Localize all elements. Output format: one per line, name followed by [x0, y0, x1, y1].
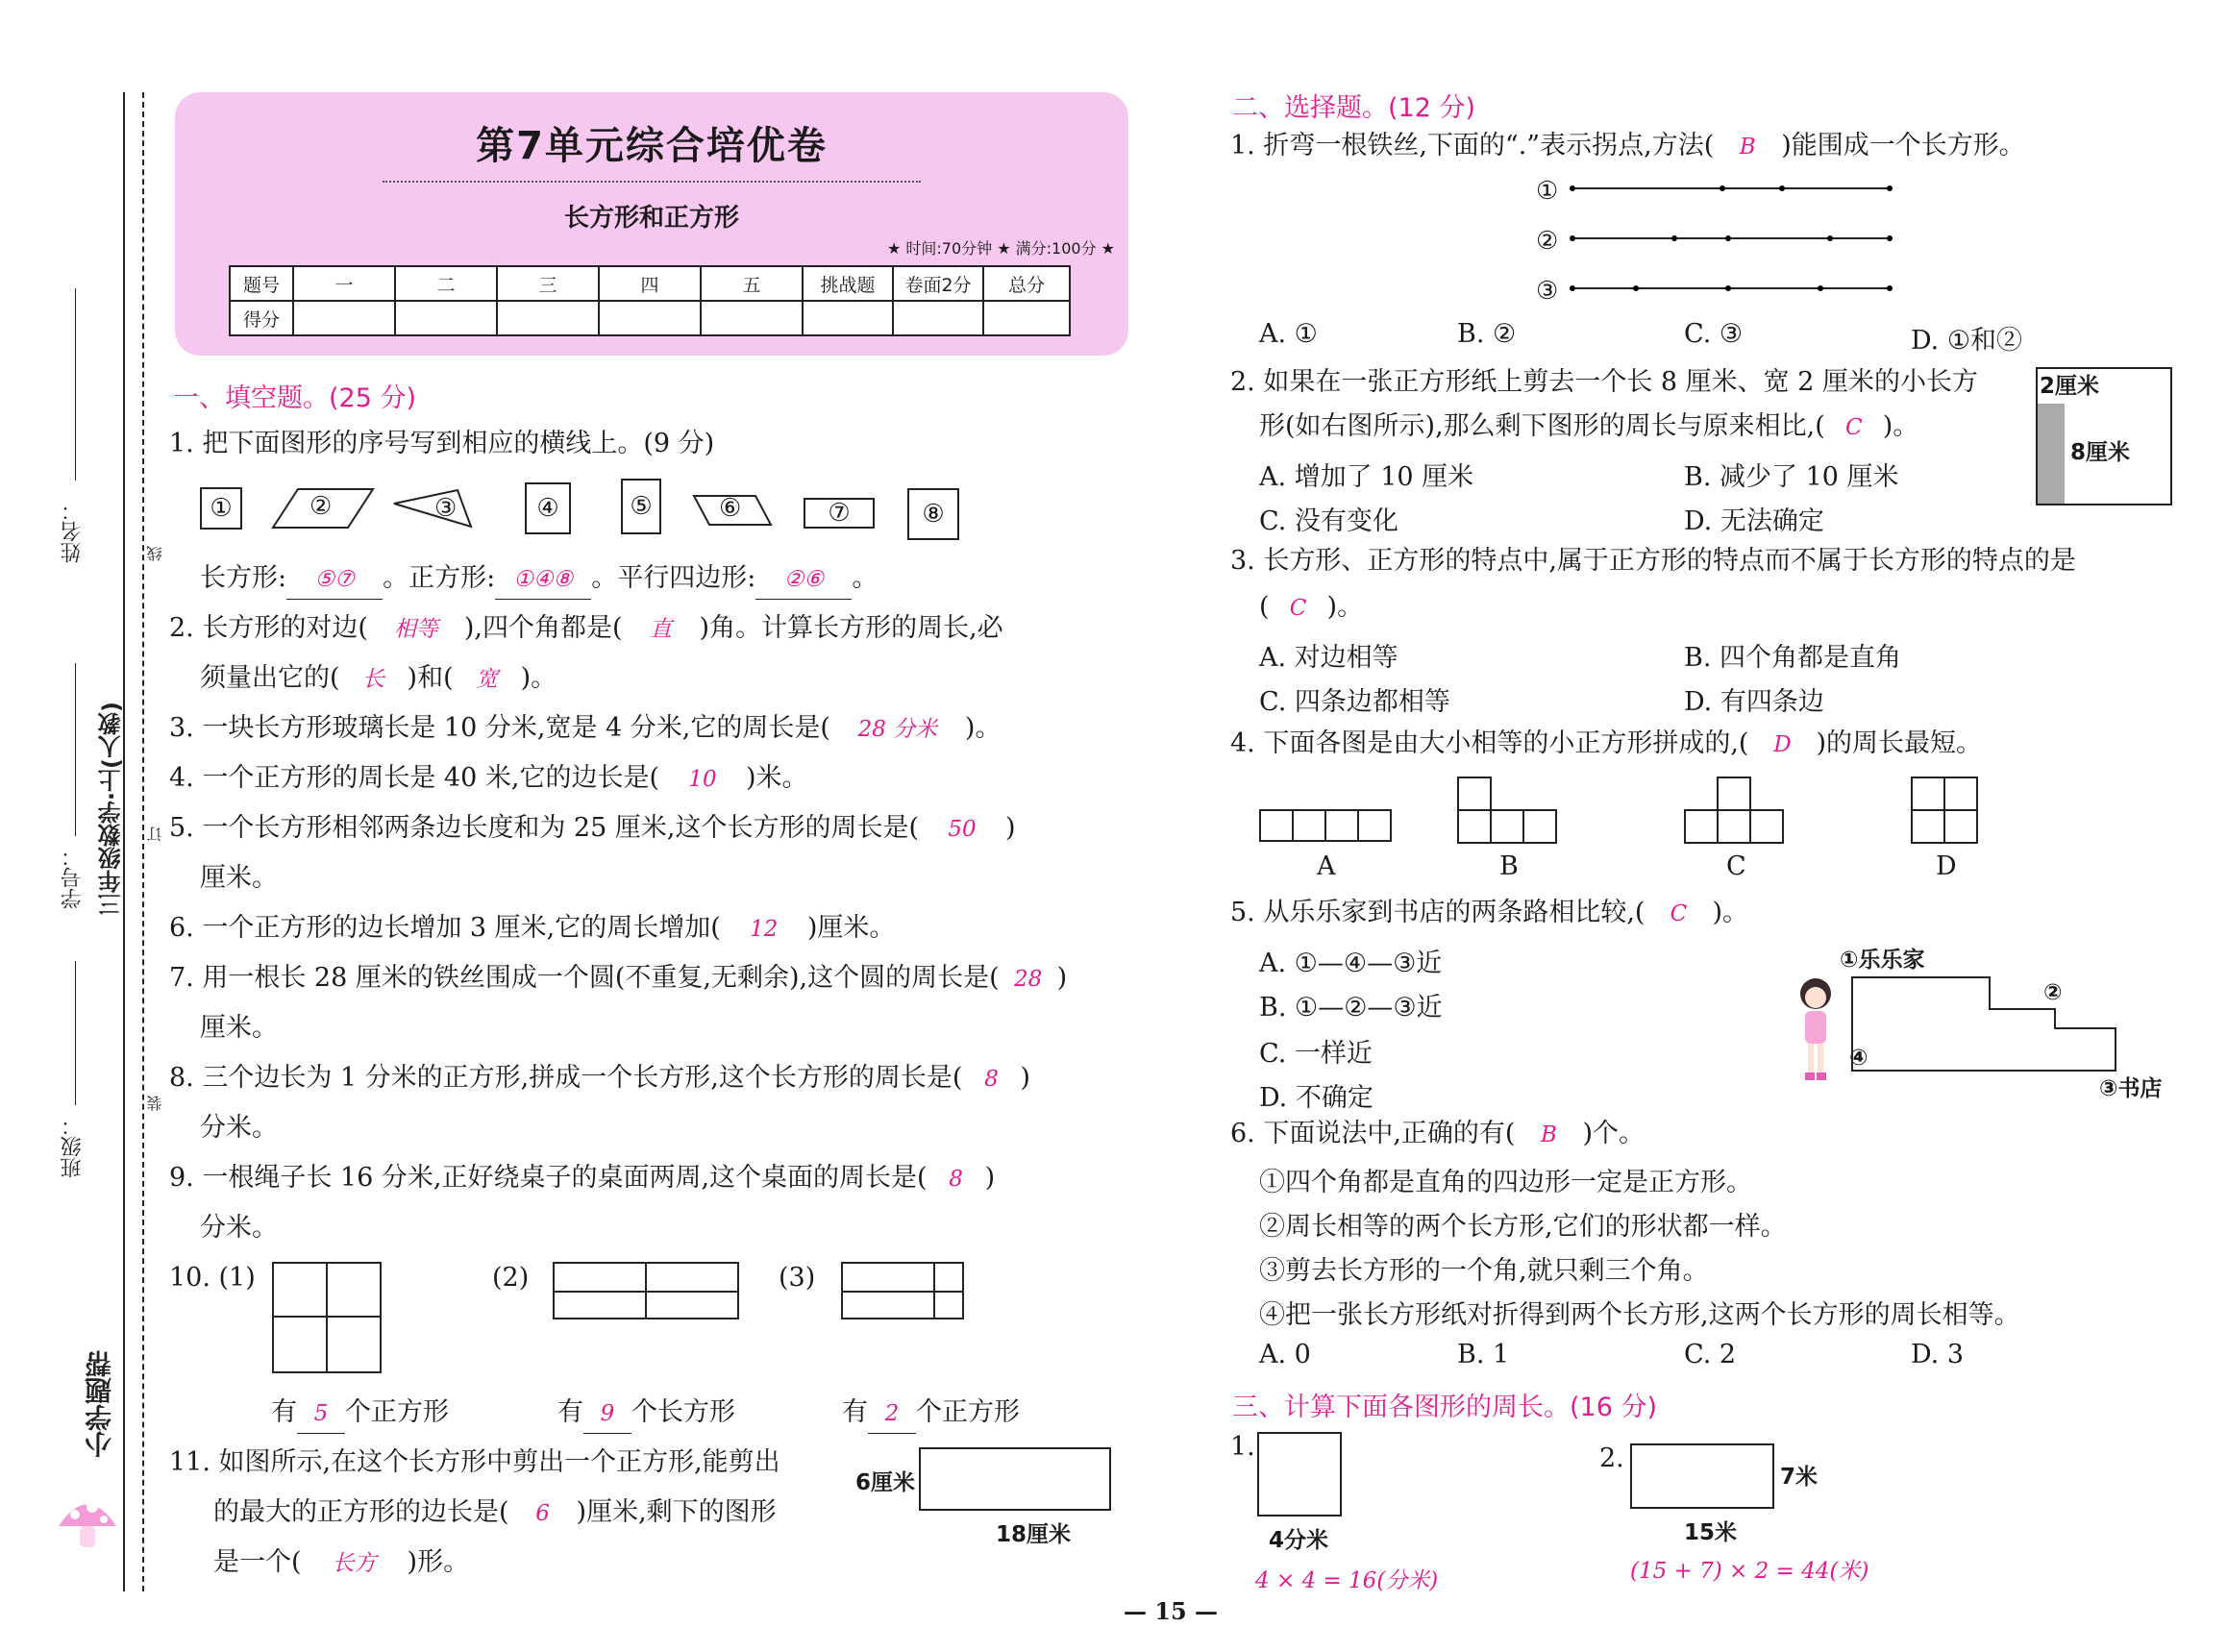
wire-1-icon — [1569, 183, 1895, 194]
s2-q6 — [1230, 1115, 1645, 1154]
s2-q5 — [1230, 894, 1748, 933]
s2q5-point-4: ④ — [1849, 1046, 1868, 1071]
q11-rectangle — [919, 1447, 1111, 1511]
s3-fig2-num: 2. — [1599, 1443, 1624, 1473]
q10-answer-3[interactable]: 2 — [868, 1394, 916, 1434]
s2q5-point-3: ③书店 — [2099, 1076, 2163, 1101]
q2-text-f: )。 — [520, 663, 557, 693]
q10-t2b: 个长方形 — [631, 1397, 735, 1427]
q10-ans-1 — [271, 1393, 449, 1434]
s2q6-opt-c[interactable]: C. 2 — [1684, 1340, 1737, 1369]
q9-text-b: ) — [984, 1163, 996, 1193]
mushroom-logo-icon — [54, 1488, 121, 1555]
class-blank — [75, 961, 76, 1105]
rect-answer: ⑤⑦ — [314, 567, 355, 592]
s2q2-text-c: )。 — [1882, 411, 1919, 441]
grade-label: 三年级数学·上(人教) — [98, 702, 125, 917]
s3-fig1-answer[interactable]: 4 × 4 = 16(分米) — [1255, 1568, 1439, 1593]
score-cell[interactable] — [497, 301, 599, 335]
binding-sidebar — [0, 0, 164, 1652]
s2q4-figure-a-icon — [1259, 809, 1394, 844]
s2q1-opt-b[interactable]: B. ② — [1457, 319, 1517, 349]
q3-text-b: )。 — [964, 713, 1002, 743]
score-col-2: 二 — [395, 266, 497, 301]
s2q2-width-label: 2厘米 — [2040, 374, 2100, 399]
s3-fig2-width-label: 15米 — [1684, 1520, 1738, 1545]
s2q4-label-d: D — [1936, 851, 1957, 881]
score-cell[interactable] — [395, 301, 497, 335]
s2q6-statement-3: ③剪去长方形的一个角,就只剩三个角。 — [1259, 1256, 1709, 1286]
q10-figure-1-icon — [271, 1261, 383, 1374]
s2q2-text-b: 形(如右图所示),那么剩下图形的周长与原来相比,( — [1259, 411, 1825, 441]
q7-answer[interactable]: 28 — [1014, 967, 1043, 992]
shape-8-square: ⑧ — [907, 488, 959, 540]
q2-text-d: 须量出它的( — [200, 663, 340, 693]
s2q2-opt-a[interactable]: A. 增加了 10 厘米 — [1259, 462, 1474, 492]
rect-label: 长方形: — [200, 563, 287, 593]
s2q4-figure-c-icon — [1684, 777, 1786, 844]
q11-side-label: 6厘米 — [855, 1470, 916, 1495]
s1-q9-cont: 分米。 — [200, 1213, 278, 1243]
score-cell[interactable] — [293, 301, 395, 335]
s2q6-opt-d[interactable]: D. 3 — [1911, 1340, 1965, 1369]
s2q5-opt-c[interactable]: C. 一样近 — [1259, 1039, 1373, 1069]
s2-q3-line2 — [1259, 588, 1363, 628]
q8-text-a: 8. 三个边长为 1 分米的正方形,拼成一个长方形,这个长方形的周长是( — [169, 1063, 963, 1093]
rect-answer-blank[interactable] — [286, 559, 383, 600]
s2q4-label-b: B — [1499, 851, 1519, 881]
s2q4-text-a: 4. 下面各图是由大小相等的小正方形拼成的,( — [1230, 728, 1749, 758]
para-label: 。平行四边形: — [591, 563, 756, 593]
q10-t1a: 有 — [271, 1397, 297, 1427]
q4-text-a: 4. 一个正方形的周长是 40 米,它的边长是( — [169, 763, 659, 793]
s1-q5-cont: 厘米。 — [200, 863, 278, 893]
q2-answer-4[interactable]: 宽 — [476, 667, 499, 692]
q2-answer-2[interactable]: 直 — [650, 617, 673, 642]
s2q3-opt-b[interactable]: B. 四个角都是直角 — [1684, 643, 1902, 673]
q10-num-2: (2) — [492, 1263, 530, 1293]
para-answer: ②⑥ — [783, 567, 824, 592]
score-col-4: 四 — [599, 266, 701, 301]
q11-answer-2[interactable]: 长方 — [332, 1551, 377, 1576]
score-col-5: 五 — [701, 266, 803, 301]
q4-text-b: )米。 — [745, 763, 808, 793]
s2q6-statement-4: ④把一张长方形纸对折得到两个长方形,这两个长方形的周长相等。 — [1259, 1300, 2020, 1330]
score-col-8: 总分 — [983, 266, 1070, 301]
s2-q3-line1: 3. 长方形、正方形的特点中,属于正方形的特点而不属于长方形的特点的是 — [1230, 546, 2076, 576]
wire-1-label: ① — [1536, 177, 1559, 206]
s2q5-text-b: )。 — [1712, 898, 1749, 927]
s1-q7 — [169, 959, 1067, 999]
q5-answer[interactable]: 50 — [948, 817, 977, 842]
score-cell[interactable] — [893, 301, 983, 335]
q2-answer-1[interactable]: 相等 — [393, 617, 438, 642]
q4-answer[interactable]: 10 — [688, 767, 717, 792]
q10-t3a: 有 — [842, 1397, 868, 1427]
s2q6-statement-1: ①四个角都是直角的四边形一定是正方形。 — [1259, 1168, 1752, 1197]
q8-text-b: ) — [1020, 1063, 1030, 1093]
s2-q2-line1: 2. 如果在一张正方形纸上剪去一个长 8 厘米、宽 2 厘米的小长方 — [1230, 367, 1979, 397]
exam-subtitle: 长方形和正方形 — [563, 204, 739, 233]
s2q3-answer[interactable]: C — [1289, 596, 1307, 621]
s1-q1-text: 1. 把下面图形的序号写到相应的横线上。(9 分) — [169, 429, 715, 458]
s1-q4 — [169, 759, 808, 799]
q3-answer[interactable]: 28 分米 — [857, 717, 938, 742]
wire-3-icon — [1569, 283, 1895, 294]
s2q5-point-2: ② — [2043, 980, 2063, 1005]
exam-title: 第7单元综合培优卷 — [476, 124, 828, 168]
s1-q2-line1 — [169, 609, 1003, 649]
s2-q1 — [1230, 127, 2025, 166]
s2q5-opt-d[interactable]: D. 不确定 — [1259, 1083, 1373, 1113]
s2q5-answer[interactable]: C — [1670, 901, 1688, 926]
s2q1-opt-d[interactable]: D. ①和② — [1911, 326, 2023, 356]
s1-q3 — [169, 709, 1001, 749]
score-cell[interactable] — [983, 301, 1070, 335]
s2q1-opt-a[interactable]: A. ① — [1259, 319, 1318, 349]
q2-text-c: )角。计算长方形的周长,必 — [699, 613, 1003, 643]
q8-answer[interactable]: 8 — [984, 1067, 999, 1092]
q10-t2a: 有 — [557, 1397, 583, 1427]
title-divider — [383, 181, 921, 183]
s2-q2-line2 — [1259, 407, 1918, 447]
score-col-3: 三 — [497, 266, 599, 301]
s2q5-route-map-icon — [1849, 974, 2128, 1074]
binding-mark-2: 订 — [146, 826, 164, 842]
square-answer: ①④⑧ — [513, 567, 574, 592]
para-answer-blank[interactable] — [755, 559, 852, 600]
s2q2-opt-d[interactable]: D. 无法确定 — [1684, 506, 1824, 536]
s2q1-opt-c[interactable]: C. ③ — [1684, 319, 1744, 349]
s3-fig1-square — [1257, 1432, 1342, 1516]
s3-fig1-num: 1. — [1230, 1432, 1255, 1462]
id-blank — [75, 663, 76, 836]
section2-heading: 二、选择题。(12 分) — [1232, 93, 1476, 123]
q6-text-b: )厘米。 — [806, 913, 896, 943]
q2-text-b: ),四个角都是( — [463, 613, 623, 643]
q10-num-3: (3) — [779, 1263, 816, 1293]
s1-q8-cont: 分米。 — [200, 1113, 278, 1143]
s2q2-answer[interactable]: C — [1844, 415, 1863, 440]
q11-answer-1[interactable]: 6 — [535, 1501, 550, 1526]
q9-answer[interactable]: 8 — [949, 1167, 963, 1192]
shape-5-rectangle: ⑤ — [621, 479, 661, 534]
section3-heading: 三、计算下面各图形的周长。(16 分) — [1232, 1393, 1658, 1422]
q11-text-c: )厘米,剩下的图形 — [576, 1497, 777, 1527]
score-col-6: 挑战题 — [803, 266, 893, 301]
exam-header — [175, 92, 1128, 356]
score-col-0: 题号 — [230, 266, 293, 301]
s1-q6 — [169, 909, 895, 949]
girl-illustration-icon — [1792, 973, 1840, 1086]
s1-q9 — [169, 1159, 995, 1198]
q2-answer-3[interactable]: 长 — [362, 667, 385, 692]
shape-2-label: ② — [309, 492, 333, 521]
q11-text-d: 是一个( — [213, 1547, 302, 1577]
binding-mark-1: 线 — [146, 546, 164, 561]
shape-1-square: ① — [200, 487, 242, 530]
q10-t3b: 个正方形 — [916, 1397, 1020, 1427]
q1-end: 。 — [852, 563, 878, 593]
s2q4-figure-d-icon — [1911, 777, 1980, 844]
score-col-1: 一 — [293, 266, 395, 301]
q11-bottom-label: 18厘米 — [996, 1522, 1072, 1547]
s2q2-cut-strip — [2038, 404, 2065, 504]
s2q3-text-c: )。 — [1326, 592, 1364, 622]
s2q1-answer[interactable]: B — [1739, 135, 1756, 160]
q2-text-e: )和( — [407, 663, 454, 693]
s2q5-opt-b[interactable]: B. ①—②—③近 — [1259, 993, 1443, 1023]
q10-figure-2-icon — [552, 1261, 740, 1320]
s2-q4 — [1230, 725, 1982, 764]
shape-3-label: ③ — [434, 494, 458, 523]
q7-text-a: 7. 用一根长 28 厘米的铁丝围成一个圆(不重复,无剩余),这个圆的周长是( — [169, 963, 1000, 993]
score-table — [229, 265, 1071, 336]
q10-t1b: 个正方形 — [345, 1397, 449, 1427]
score-cell[interactable] — [599, 301, 701, 335]
s2q3-opt-a[interactable]: A. 对边相等 — [1259, 643, 1398, 673]
wire-2-icon — [1569, 233, 1895, 244]
s1-q8 — [169, 1059, 1030, 1098]
s2q4-answer[interactable]: D — [1773, 732, 1792, 757]
square-answer-blank[interactable] — [495, 559, 591, 600]
s2q6-text-b: )个。 — [1582, 1119, 1646, 1148]
name-blank — [75, 288, 76, 481]
q5-text-a: 5. 一个长方形相邻两条边长度和为 25 厘米,这个长方形的周长是( — [169, 813, 919, 843]
page-number: — 15 — — [1123, 1597, 1219, 1625]
binding-line-dashed — [142, 92, 144, 1591]
q10-num-1: 10. (1) — [169, 1263, 256, 1293]
q6-text-a: 6. 一个正方形的边长增加 3 厘米,它的周长增加( — [169, 913, 721, 943]
s2q6-opt-a[interactable]: A. 0 — [1259, 1340, 1311, 1369]
square-label: 。正方形: — [383, 563, 496, 593]
exam-meta: ★ 时间:70分钟 ★ 满分:100分 ★ — [886, 239, 1115, 258]
s2q4-figure-b-icon — [1457, 777, 1559, 844]
wire-3-label: ③ — [1536, 277, 1559, 306]
brand-label: 小学题帮 — [84, 1350, 115, 1458]
s3-fig1-label: 4分米 — [1269, 1528, 1329, 1553]
shape-6-label: ⑥ — [719, 494, 742, 523]
s2q4-text-b: )的周长最短。 — [1816, 728, 1983, 758]
s3-fig2-answer[interactable]: (15 + 7) × 2 = 44(米) — [1630, 1559, 1869, 1584]
s2q5-text-a: 5. 从乐乐家到书店的两条路相比较,( — [1230, 898, 1646, 927]
s2q4-label-c: C — [1726, 851, 1746, 881]
shape-7-rectangle: ⑦ — [804, 498, 875, 529]
s1-q5 — [169, 809, 1016, 849]
s1-q11-line1: 11. 如图所示,在这个长方形中剪出一个正方形,能剪出 — [169, 1447, 780, 1477]
s2q4-label-a: A — [1317, 851, 1336, 881]
q10-ans-2 — [557, 1393, 735, 1434]
s2q2-height-label: 8厘米 — [2070, 440, 2131, 465]
q3-text-a: 3. 一块长方形玻璃长是 10 分米,宽是 4 分米,它的周长是( — [169, 713, 830, 743]
q11-text-e: )形。 — [407, 1547, 470, 1577]
s2q6-answer[interactable]: B — [1541, 1122, 1557, 1147]
wire-2-label: ② — [1536, 227, 1559, 256]
s1-q1-answers — [200, 559, 878, 600]
s2q1-text-a: 1. 折弯一根铁丝,下面的“.”表示拐点,方法( — [1230, 131, 1715, 160]
q5-text-b: ) — [1004, 813, 1016, 843]
s2q6-statement-2: ②周长相等的两个长方形,它们的形状都一样。 — [1259, 1212, 1787, 1242]
s2q3-opt-c[interactable]: C. 四条边都相等 — [1259, 687, 1450, 717]
s2q2-opt-b[interactable]: B. 减少了 10 厘米 — [1684, 462, 1899, 492]
score-row-label: 得分 — [230, 301, 293, 335]
name-label: 姓名： — [61, 500, 85, 563]
q7-text-b: ) — [1056, 963, 1068, 993]
q11-text-b: 的最大的正方形的边长是( — [213, 1497, 509, 1527]
section1-heading: 一、填空题。(25 分) — [173, 383, 417, 413]
class-label: 班级： — [61, 1115, 85, 1178]
q2-text-a: 2. 长方形的对边( — [169, 613, 368, 643]
student-id-label: 学号： — [61, 846, 85, 909]
s2q2-opt-c[interactable]: C. 没有变化 — [1259, 506, 1398, 536]
s2q5-opt-a[interactable]: A. ①—④—③近 — [1259, 949, 1443, 978]
binding-mark-3: 装 — [146, 1096, 164, 1111]
q10-answer-2[interactable]: 9 — [583, 1394, 631, 1434]
s2q3-opt-d[interactable]: D. 有四条边 — [1684, 687, 1824, 717]
shape-4-rectangle: ④ — [525, 482, 571, 534]
s1-q2-line2 — [200, 659, 557, 699]
s2q5-point-1: ①乐乐家 — [1840, 948, 1925, 973]
s2q1-text-b: )能围成一个长方形。 — [1781, 131, 2025, 160]
s3-fig2-rectangle — [1630, 1443, 1774, 1509]
q10-ans-3 — [842, 1393, 1020, 1434]
q10-figure-3-icon — [840, 1261, 965, 1320]
s1-q11-line3 — [213, 1543, 469, 1583]
s2q6-opt-b[interactable]: B. 1 — [1457, 1340, 1510, 1369]
score-cell[interactable] — [701, 301, 803, 335]
score-cell[interactable] — [803, 301, 893, 335]
s3-fig2-height-label: 7米 — [1780, 1465, 1819, 1490]
q10-answer-1[interactable]: 5 — [297, 1394, 345, 1434]
shape-3-quadrilateral-icon — [392, 486, 473, 530]
s1-q7-cont: 厘米。 — [200, 1013, 278, 1043]
q6-answer[interactable]: 12 — [750, 917, 779, 942]
score-col-7: 卷面2分 — [893, 266, 983, 301]
s1-q11-line2 — [213, 1493, 777, 1533]
s2q3-text-b: ( — [1259, 592, 1270, 622]
q9-text-a: 9. 一根绳子长 16 分米,正好绕桌子的桌面两周,这个桌面的周长是( — [169, 1163, 928, 1193]
s2q6-text-a: 6. 下面说法中,正确的有( — [1230, 1119, 1516, 1148]
